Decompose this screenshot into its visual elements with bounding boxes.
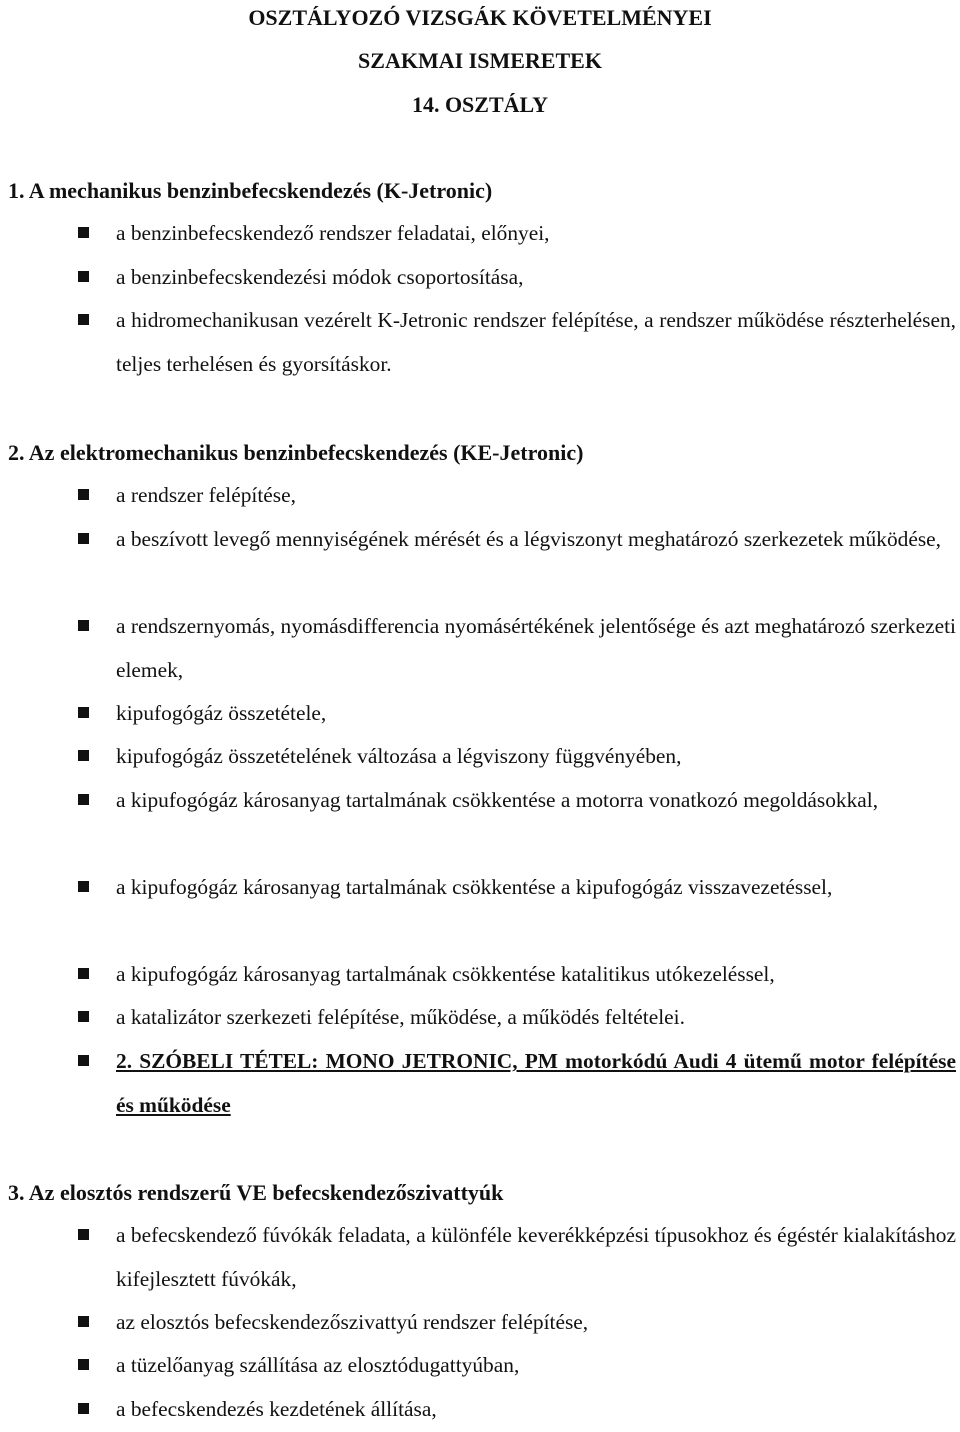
list-item	[78, 779, 956, 823]
section-heading-1: 1. A mechanikus benzinbefecskendezés (K-Jetronic)	[8, 178, 493, 203]
list-item-text: a kipufogógáz károsanyag tartalmának csökkentése katalitikus utókezeléssel,	[116, 962, 775, 986]
list-item-text: a hidromechanikusan vezérelt K-Jetronic rendszer felépítése, a rendszer működése részterhelésen, teljes terhelésen és gyorsításkor.	[116, 308, 956, 376]
list-item-text: a kipufogógáz károsanyag tartalmának csökkentése a kipufogógáz visszavezetéssel,	[116, 875, 833, 899]
square-bullet-icon	[78, 750, 89, 761]
square-bullet-icon	[78, 1359, 89, 1370]
list-item-text: a beszívott levegő mennyiségének mérését és a légviszonyt meghatározó szerkezetek működése,	[116, 527, 942, 551]
oral-exam-text: 2. SZÓBELI TÉTEL: MONO JETRONIC, PM motorkódú Audi 4 ütemű motor felépítése és működése	[116, 1049, 956, 1117]
list-item	[78, 996, 956, 1040]
list-item-text: a befecskendező fúvókák feladata, a különféle keverékképzési típusokhoz és égéstér kialakításhoz kifejlesztett fúvókák,	[116, 1223, 956, 1291]
list-item	[78, 212, 956, 256]
square-bullet-icon	[78, 489, 89, 500]
document-subtitle: SZAKMAI ISMERETEK	[358, 48, 602, 73]
list-item	[78, 735, 956, 779]
document-title: OSZTÁLYOZÓ VIZSGÁK KÖVETELMÉNYEI	[248, 5, 712, 30]
square-bullet-icon	[78, 1055, 89, 1066]
square-bullet-icon	[78, 271, 89, 282]
list-item	[78, 1301, 956, 1345]
square-bullet-icon	[78, 1403, 89, 1414]
list-item-text: a katalizátor szerkezeti felépítése, működése, a működés feltételei.	[116, 1005, 685, 1029]
list-item	[78, 1388, 956, 1432]
square-bullet-icon	[78, 533, 89, 544]
list-item-text: a benzinbefecskendezési módok csoportosítása,	[116, 265, 524, 289]
list-item-text: az elosztós befecskendezőszivattyú rendszer felépítése,	[116, 1310, 589, 1334]
list-item	[78, 953, 956, 997]
list-item-text: a benzinbefecskendező rendszer feladatai, előnyei,	[116, 221, 550, 245]
square-bullet-icon	[78, 314, 89, 325]
class-label: 14. OSZTÁLY	[411, 92, 549, 117]
list-item	[78, 256, 956, 300]
list-item	[78, 518, 956, 562]
list-item	[78, 1214, 956, 1301]
square-bullet-icon	[78, 1316, 89, 1327]
list-item	[78, 605, 956, 692]
list-item	[78, 866, 956, 910]
square-bullet-icon	[78, 707, 89, 718]
square-bullet-icon	[78, 620, 89, 631]
square-bullet-icon	[78, 227, 89, 238]
square-bullet-icon	[78, 1229, 89, 1240]
square-bullet-icon	[78, 794, 89, 805]
list-item	[78, 474, 956, 518]
list-item-text: kipufogógáz összetételének változása a légviszony függvényében,	[116, 744, 682, 768]
section-heading-3: 3. Az elosztós rendszerű VE befecskendezőszivattyúk	[8, 1180, 504, 1205]
square-bullet-icon	[78, 1011, 89, 1022]
section-heading-2: 2. Az elektromechanikus benzinbefecskendezés (KE-Jetronic)	[8, 440, 584, 465]
oral-exam-item	[78, 1040, 956, 1127]
square-bullet-icon	[78, 881, 89, 892]
list-item-text: a rendszernyomás, nyomásdifferencia nyomásértékének jelentősége és azt meghatározó szerkezeti elemek,	[116, 614, 956, 682]
list-item	[78, 1344, 956, 1388]
list-item-text: a kipufogógáz károsanyag tartalmának csökkentése a motorra vonatkozó megoldásokkal,	[116, 788, 879, 812]
list-item-text: kipufogógáz összetétele,	[116, 701, 327, 725]
list-item-text: a tüzelőanyag szállítása az elosztódugattyúban,	[116, 1353, 520, 1377]
list-item-text: a befecskendezés kezdetének állítása,	[116, 1397, 437, 1421]
list-item	[78, 692, 956, 736]
list-item-text: a rendszer felépítése,	[116, 483, 296, 507]
square-bullet-icon	[78, 968, 89, 979]
list-item	[78, 299, 956, 386]
